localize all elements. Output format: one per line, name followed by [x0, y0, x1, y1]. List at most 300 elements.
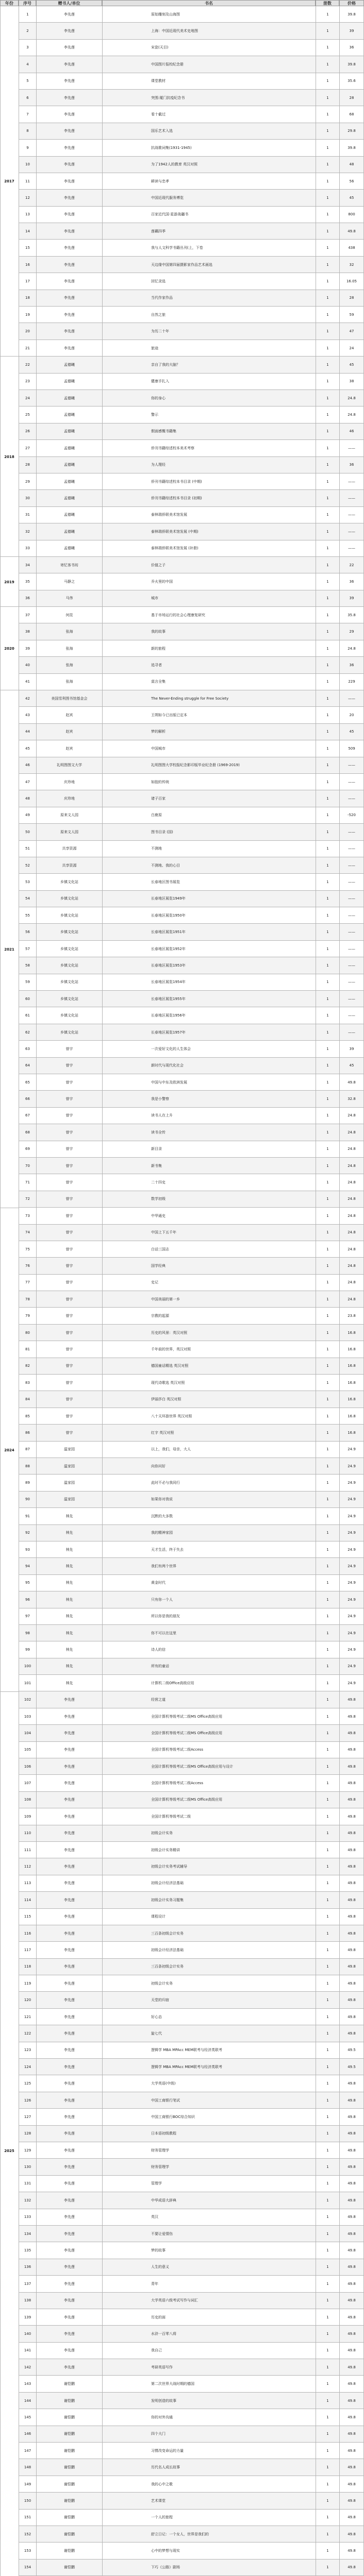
- cell-seq[interactable]: 80: [19, 1325, 36, 1341]
- cell-seq[interactable]: 69: [19, 1141, 36, 1158]
- cell-title[interactable]: 长春地区展览1957年: [102, 1024, 316, 1041]
- table-row[interactable]: [0, 573, 364, 590]
- cell-giver[interactable]: 庆珍地: [36, 790, 102, 807]
- cell-count[interactable]: 1: [316, 891, 339, 907]
- cell-giver[interactable]: 曾宇: [36, 1058, 102, 1074]
- cell-seq[interactable]: 90: [19, 1492, 36, 1508]
- table-row[interactable]: [0, 2209, 364, 2226]
- cell-count[interactable]: 1: [316, 640, 339, 657]
- cell-title[interactable]: 你的身心: [102, 390, 316, 406]
- cell-title[interactable]: 全国计算机等级考试二级MS Office高级应用: [102, 1725, 316, 1741]
- cell-count[interactable]: 1: [316, 807, 339, 824]
- cell-seq[interactable]: 21: [19, 340, 36, 357]
- table-row[interactable]: [0, 841, 364, 857]
- cell-count[interactable]: 1: [316, 573, 339, 590]
- cell-count[interactable]: 1: [316, 2543, 339, 2559]
- cell-seq[interactable]: 142: [19, 2359, 36, 2376]
- cell-title[interactable]: 宗教的起源: [102, 1308, 316, 1324]
- cell-price[interactable]: ——: [339, 757, 364, 774]
- cell-price[interactable]: 49.8: [339, 1875, 364, 1892]
- cell-seq[interactable]: 31: [19, 507, 36, 523]
- cell-giver[interactable]: 李先莲: [36, 2242, 102, 2259]
- cell-giver[interactable]: 张海: [36, 640, 102, 657]
- cell-giver[interactable]: 李先莲: [36, 1725, 102, 1741]
- cell-giver[interactable]: 李先莲: [36, 40, 102, 56]
- cell-title[interactable]: 只有你一个人: [102, 1591, 316, 1608]
- cell-title[interactable]: 抗战歌词集(1931-1945): [102, 140, 316, 156]
- cell-price[interactable]: 16.8: [339, 1408, 364, 1425]
- cell-count[interactable]: 1: [316, 106, 339, 123]
- table-row[interactable]: [0, 23, 364, 39]
- cell-title[interactable]: 王朔如今已出版已定本: [102, 707, 316, 723]
- cell-price[interactable]: 36: [339, 573, 364, 590]
- cell-seq[interactable]: 57: [19, 941, 36, 957]
- cell-giver[interactable]: 林先: [36, 1675, 102, 1691]
- cell-seq[interactable]: 22: [19, 357, 36, 373]
- cell-title[interactable]: 考研英语写作: [102, 2359, 316, 2376]
- cell-price[interactable]: 24.8: [339, 1174, 364, 1191]
- cell-seq[interactable]: 75: [19, 1241, 36, 1258]
- cell-count[interactable]: 1: [316, 1225, 339, 1241]
- table-row[interactable]: [0, 2309, 364, 2326]
- cell-title[interactable]: 当代作家作品: [102, 290, 316, 307]
- table-row[interactable]: [0, 190, 364, 206]
- cell-count[interactable]: 1: [316, 190, 339, 206]
- table-row[interactable]: [0, 1525, 364, 1541]
- cell-giver[interactable]: 乡镇文化站: [36, 874, 102, 890]
- cell-price[interactable]: 49.8: [339, 2359, 364, 2376]
- cell-title[interactable]: 所以你是我的朋友: [102, 1608, 316, 1625]
- cell-seq[interactable]: 53: [19, 874, 36, 890]
- cell-price[interactable]: 68: [339, 106, 364, 123]
- table-row[interactable]: [0, 674, 364, 690]
- cell-count[interactable]: 1: [316, 1842, 339, 1858]
- cell-giver[interactable]: 曾宇: [36, 1091, 102, 1107]
- cell-seq[interactable]: 108: [19, 1792, 36, 1808]
- table-row[interactable]: [0, 2426, 364, 2443]
- cell-count[interactable]: 1: [316, 1875, 339, 1892]
- table-row[interactable]: [0, 907, 364, 924]
- cell-price[interactable]: 49.8: [339, 1742, 364, 1758]
- cell-count[interactable]: 1: [316, 2326, 339, 2342]
- table-row[interactable]: [0, 140, 364, 156]
- cell-price[interactable]: ——: [339, 1024, 364, 1041]
- cell-giver[interactable]: 乡镇文化站: [36, 941, 102, 957]
- cell-seq[interactable]: 107: [19, 1775, 36, 1791]
- cell-price[interactable]: 49.8: [339, 1691, 364, 1708]
- cell-seq[interactable]: 97: [19, 1608, 36, 1625]
- table-row[interactable]: [0, 2025, 364, 2042]
- cell-count[interactable]: 1: [316, 140, 339, 156]
- cell-seq[interactable]: 56: [19, 924, 36, 940]
- cell-giver[interactable]: 李先莲: [36, 1742, 102, 1758]
- cell-count[interactable]: 1: [316, 690, 339, 707]
- cell-title[interactable]: 我是小警察: [102, 1091, 316, 1107]
- table-row[interactable]: [0, 874, 364, 890]
- cell-giver[interactable]: 李先莲: [36, 56, 102, 73]
- cell-giver[interactable]: 李先莲: [36, 1892, 102, 1908]
- table-row[interactable]: [0, 607, 364, 623]
- cell-title[interactable]: 中华通史: [102, 1208, 316, 1224]
- cell-title[interactable]: 新时代与现代化社会: [102, 1058, 316, 1074]
- cell-giver[interactable]: 张海: [36, 657, 102, 673]
- table-row[interactable]: [0, 357, 364, 373]
- cell-count[interactable]: 1: [316, 1124, 339, 1141]
- table-row[interactable]: [0, 2443, 364, 2459]
- cell-price[interactable]: 49.8: [339, 2192, 364, 2209]
- cell-title[interactable]: 历史的风景：英汉对照: [102, 1325, 316, 1341]
- cell-seq[interactable]: 135: [19, 2242, 36, 2259]
- table-row[interactable]: [0, 1225, 364, 1241]
- cell-giver[interactable]: 孟德曦: [36, 523, 102, 540]
- cell-title[interactable]: 礼明图图大学校报纪念影印版毕业纪念册 (1969-2019): [102, 757, 316, 774]
- table-row[interactable]: [0, 73, 364, 90]
- table-row[interactable]: [0, 1141, 364, 1158]
- cell-seq[interactable]: 52: [19, 857, 36, 874]
- cell-title[interactable]: 自然之旅: [102, 307, 316, 323]
- cell-title[interactable]: 一个人的旅程: [102, 2510, 316, 2526]
- table-row[interactable]: [0, 1191, 364, 1208]
- table-row[interactable]: [0, 1358, 364, 1375]
- cell-title[interactable]: 中国城市: [102, 740, 316, 757]
- cell-giver[interactable]: 谢恺鹏: [36, 2476, 102, 2493]
- table-row[interactable]: [0, 157, 364, 173]
- cell-title[interactable]: 中华成语大辞典: [102, 2192, 316, 2209]
- cell-giver[interactable]: 乡镇文化站: [36, 991, 102, 1007]
- table-row[interactable]: [0, 991, 364, 1007]
- cell-giver[interactable]: 李先莲: [36, 290, 102, 307]
- table-row[interactable]: [0, 374, 364, 390]
- cell-price[interactable]: ——: [339, 957, 364, 974]
- cell-title[interactable]: 二十四史: [102, 1174, 316, 1191]
- cell-giver[interactable]: 林先: [36, 1525, 102, 1541]
- cell-seq[interactable]: 145: [19, 2409, 36, 2426]
- cell-count[interactable]: 1: [316, 724, 339, 740]
- cell-price[interactable]: 39.8: [339, 140, 364, 156]
- cell-giver[interactable]: 曾宇: [36, 1291, 102, 1308]
- cell-seq[interactable]: 27: [19, 440, 36, 456]
- cell-giver[interactable]: 李先莲: [36, 173, 102, 190]
- cell-title[interactable]: 长春地区展览1952年: [102, 941, 316, 957]
- cell-giver[interactable]: 孟德曦: [36, 423, 102, 440]
- cell-count[interactable]: 1: [316, 2476, 339, 2493]
- cell-count[interactable]: 1: [316, 1942, 339, 1958]
- cell-count[interactable]: 1: [316, 1975, 339, 1992]
- cell-seq[interactable]: 76: [19, 1258, 36, 1274]
- cell-price[interactable]: 49.8: [339, 2109, 364, 2125]
- table-row[interactable]: [0, 2326, 364, 2342]
- table-row[interactable]: [0, 2159, 364, 2175]
- cell-giver[interactable]: 孟德曦: [36, 440, 102, 456]
- table-row[interactable]: [0, 90, 364, 106]
- cell-count[interactable]: 1: [316, 623, 339, 640]
- cell-giver[interactable]: 赵宾: [36, 740, 102, 757]
- cell-seq[interactable]: 49: [19, 807, 36, 824]
- cell-title[interactable]: 原始雕刻及山海图: [102, 6, 316, 23]
- cell-giver[interactable]: 林先: [36, 1658, 102, 1675]
- cell-seq[interactable]: 19: [19, 307, 36, 323]
- cell-price[interactable]: 24.8: [339, 1141, 364, 1158]
- cell-seq[interactable]: 143: [19, 2376, 36, 2392]
- cell-giver[interactable]: 李先莲: [36, 2359, 102, 2376]
- cell-giver[interactable]: 李先莲: [36, 207, 102, 223]
- table-row[interactable]: [0, 2376, 364, 2392]
- cell-seq[interactable]: 20: [19, 323, 36, 340]
- cell-title[interactable]: 舒立日记：一个女人，世界是我们的: [102, 2526, 316, 2543]
- cell-title[interactable]: 逻辑学 MBA MPAcc MEM联考与经济类联考: [102, 2042, 316, 2059]
- cell-giver[interactable]: 李先莲: [36, 323, 102, 340]
- cell-title[interactable]: 为了1942人的教育 英汉对照: [102, 157, 316, 173]
- cell-title[interactable]: 亲自了我的大脑？: [102, 357, 316, 373]
- cell-price[interactable]: 24.8: [339, 1225, 364, 1241]
- cell-price[interactable]: 16.8: [339, 1341, 364, 1358]
- cell-price[interactable]: 45: [339, 724, 364, 740]
- cell-seq[interactable]: 89: [19, 1475, 36, 1491]
- table-row[interactable]: [0, 1825, 364, 1842]
- cell-seq[interactable]: 136: [19, 2259, 36, 2276]
- cell-count[interactable]: 1: [316, 1608, 339, 1625]
- cell-giver[interactable]: 李先莲: [36, 90, 102, 106]
- table-row[interactable]: [0, 1291, 364, 1308]
- table-row[interactable]: [0, 807, 364, 824]
- cell-title[interactable]: 追寻者: [102, 657, 316, 673]
- cell-price[interactable]: 49.8: [339, 1825, 364, 1842]
- cell-giver[interactable]: 谢恺鹏: [36, 2493, 102, 2509]
- cell-seq[interactable]: 113: [19, 1875, 36, 1892]
- cell-giver[interactable]: 谢恺鹏: [36, 2426, 102, 2443]
- cell-count[interactable]: 1: [316, 473, 339, 490]
- cell-title[interactable]: 白话三国志: [102, 1241, 316, 1258]
- cell-title[interactable]: 我自己: [102, 2343, 316, 2359]
- cell-count[interactable]: 1: [316, 23, 339, 39]
- cell-title[interactable]: 泰林瑞侨联美术馆发展 (中期): [102, 523, 316, 540]
- cell-seq[interactable]: 7: [19, 106, 36, 123]
- cell-price[interactable]: ——: [339, 991, 364, 1007]
- cell-count[interactable]: 1: [316, 56, 339, 73]
- cell-title[interactable]: 你不可以在这里: [102, 1625, 316, 1641]
- cell-price[interactable]: 49.8: [339, 1074, 364, 1091]
- cell-title[interactable]: 假面感慨书籍集: [102, 423, 316, 440]
- cell-giver[interactable]: 李先莲: [36, 257, 102, 273]
- cell-count[interactable]: 1: [316, 223, 339, 240]
- cell-seq[interactable]: 153: [19, 2543, 36, 2559]
- cell-count[interactable]: 1: [316, 2259, 339, 2276]
- cell-price[interactable]: 35.8: [339, 607, 364, 623]
- table-row[interactable]: [0, 1975, 364, 1992]
- cell-count[interactable]: 1: [316, 1625, 339, 1641]
- cell-price[interactable]: -520: [339, 807, 364, 824]
- table-row[interactable]: [0, 1492, 364, 1508]
- cell-price[interactable]: 49.8: [339, 2126, 364, 2142]
- cell-title[interactable]: 侨刊书籍综述校本书目录 (初期): [102, 490, 316, 506]
- cell-count[interactable]: 1: [316, 1108, 339, 1124]
- cell-title[interactable]: 不测地: [102, 841, 316, 857]
- cell-seq[interactable]: 118: [19, 1959, 36, 1975]
- cell-title[interactable]: 此时不必与我同行: [102, 1475, 316, 1491]
- cell-giver[interactable]: 曾宇: [36, 1258, 102, 1274]
- cell-giver[interactable]: 李先莲: [36, 1875, 102, 1892]
- cell-title[interactable]: 初级会计实务习题集: [102, 1892, 316, 1908]
- cell-price[interactable]: ——: [339, 523, 364, 540]
- cell-title[interactable]: 我与人文科学书籍丛刊(上，下卷: [102, 240, 316, 256]
- cell-seq[interactable]: 140: [19, 2326, 36, 2342]
- cell-seq[interactable]: 103: [19, 1708, 36, 1725]
- cell-seq[interactable]: 117: [19, 1942, 36, 1958]
- cell-giver[interactable]: 李先莲: [36, 6, 102, 23]
- cell-seq[interactable]: 45: [19, 740, 36, 757]
- table-row[interactable]: [0, 390, 364, 406]
- cell-price[interactable]: 36: [339, 457, 364, 473]
- cell-title[interactable]: 天边缘中国第四届摄影家作品艺术画选: [102, 257, 316, 273]
- cell-price[interactable]: 49.8: [339, 223, 364, 240]
- cell-seq[interactable]: 4: [19, 56, 36, 73]
- cell-title[interactable]: 逻辑学 MBA MPAcc MEM联考与经济类联考: [102, 2059, 316, 2075]
- cell-title[interactable]: 长春地区展览1955年: [102, 991, 316, 1007]
- cell-count[interactable]: 1: [316, 2109, 339, 2125]
- cell-seq[interactable]: 98: [19, 1625, 36, 1641]
- cell-price[interactable]: 59: [339, 307, 364, 323]
- cell-title[interactable]: 不测地、我的心目: [102, 857, 316, 874]
- cell-price[interactable]: 24.9: [339, 1475, 364, 1491]
- cell-price[interactable]: 39.8: [339, 56, 364, 73]
- cell-price[interactable]: 49.8: [339, 1942, 364, 1958]
- table-row[interactable]: [0, 1074, 364, 1091]
- cell-giver[interactable]: 李先莲: [36, 2326, 102, 2342]
- cell-price[interactable]: 36: [339, 657, 364, 673]
- cell-count[interactable]: 1: [316, 941, 339, 957]
- cell-count[interactable]: 1: [316, 2309, 339, 2326]
- cell-count[interactable]: 1: [316, 790, 339, 807]
- cell-seq[interactable]: 128: [19, 2126, 36, 2142]
- table-row[interactable]: [0, 1558, 364, 1574]
- cell-price[interactable]: 28: [339, 290, 364, 307]
- cell-title[interactable]: 向你问好: [102, 1458, 316, 1475]
- cell-title[interactable]: 沉默的大多数: [102, 1508, 316, 1524]
- cell-title[interactable]: 图书目录 (国): [102, 824, 316, 840]
- cell-title[interactable]: 长春地区图书展览: [102, 874, 316, 890]
- cell-count[interactable]: 1: [316, 2075, 339, 2092]
- table-row[interactable]: [0, 924, 364, 940]
- cell-count[interactable]: 1: [316, 2176, 339, 2192]
- cell-title[interactable]: 泰林瑞侨联美术馆发展 (补册): [102, 540, 316, 557]
- cell-price[interactable]: 39: [339, 1041, 364, 1057]
- cell-giver[interactable]: 谢恺鹏: [36, 2443, 102, 2459]
- cell-count[interactable]: 1: [316, 2510, 339, 2526]
- cell-count[interactable]: 1: [316, 907, 339, 924]
- cell-price[interactable]: 49.8: [339, 2493, 364, 2509]
- cell-seq[interactable]: 154: [19, 2560, 36, 2576]
- cell-title[interactable]: 读书人在上升: [102, 1108, 316, 1124]
- table-row[interactable]: [0, 640, 364, 657]
- cell-seq[interactable]: 8: [19, 123, 36, 140]
- cell-seq[interactable]: 59: [19, 974, 36, 991]
- cell-seq[interactable]: 16: [19, 257, 36, 273]
- table-row[interactable]: [0, 623, 364, 640]
- table-row[interactable]: [0, 2526, 364, 2543]
- cell-giver[interactable]: 李先莲: [36, 1942, 102, 1958]
- cell-seq[interactable]: 33: [19, 540, 36, 557]
- table-row[interactable]: [0, 891, 364, 907]
- cell-seq[interactable]: 120: [19, 1992, 36, 2008]
- cell-count[interactable]: 1: [316, 507, 339, 523]
- cell-giver[interactable]: 张海: [36, 623, 102, 640]
- cell-title[interactable]: 国乐艺术入选: [102, 123, 316, 140]
- table-row[interactable]: [0, 1625, 364, 1641]
- cell-price[interactable]: 22: [339, 557, 364, 573]
- table-row[interactable]: [0, 1842, 364, 1858]
- cell-price[interactable]: 49.8: [339, 1959, 364, 1975]
- cell-price[interactable]: 24.8: [339, 1124, 364, 1141]
- cell-count[interactable]: 1: [316, 2443, 339, 2459]
- cell-title[interactable]: 中国与中东及欧洲发展: [102, 1074, 316, 1091]
- cell-title[interactable]: 财务管理学: [102, 2142, 316, 2159]
- cell-count[interactable]: 1: [316, 757, 339, 774]
- table-row[interactable]: [0, 2226, 364, 2242]
- table-row[interactable]: [0, 56, 364, 73]
- cell-count[interactable]: 1: [316, 1959, 339, 1975]
- cell-price[interactable]: 49.8: [339, 1708, 364, 1725]
- table-row[interactable]: [0, 507, 364, 523]
- cell-giver[interactable]: 曾宇: [36, 1375, 102, 1391]
- cell-seq[interactable]: 125: [19, 2075, 36, 2092]
- cell-giver[interactable]: 孟德曦: [36, 374, 102, 390]
- cell-count[interactable]: 1: [316, 740, 339, 757]
- cell-seq[interactable]: 24: [19, 390, 36, 406]
- cell-count[interactable]: 1: [316, 824, 339, 840]
- cell-giver[interactable]: 李先莲: [36, 1691, 102, 1708]
- cell-title[interactable]: 下巧《公路》剧场: [102, 2560, 316, 2576]
- cell-title[interactable]: 第二次世界大战时期的德国: [102, 2376, 316, 2392]
- cell-price[interactable]: 24.8: [339, 640, 364, 657]
- cell-seq[interactable]: 100: [19, 1658, 36, 1675]
- cell-giver[interactable]: 曾宇: [36, 1041, 102, 1057]
- cell-seq[interactable]: 137: [19, 2276, 36, 2292]
- cell-price[interactable]: 24.9: [339, 1525, 364, 1541]
- cell-seq[interactable]: 119: [19, 1975, 36, 1992]
- table-row[interactable]: [0, 1575, 364, 1591]
- cell-count[interactable]: 1: [316, 2343, 339, 2359]
- cell-seq[interactable]: 127: [19, 2109, 36, 2125]
- cell-seq[interactable]: 15: [19, 240, 36, 256]
- table-row[interactable]: [0, 1775, 364, 1791]
- cell-count[interactable]: 1: [316, 423, 339, 440]
- cell-title[interactable]: 青年: [102, 2276, 316, 2292]
- cell-giver[interactable]: 林先: [36, 1558, 102, 1574]
- cell-count[interactable]: 1: [316, 1208, 339, 1224]
- cell-giver[interactable]: 孟德曦: [36, 473, 102, 490]
- table-row[interactable]: [0, 2092, 364, 2109]
- cell-count[interactable]: 1: [316, 1792, 339, 1808]
- cell-seq[interactable]: 131: [19, 2176, 36, 2192]
- cell-count[interactable]: 1: [316, 257, 339, 273]
- cell-count[interactable]: 1: [316, 1992, 339, 2008]
- cell-count[interactable]: 1: [316, 774, 339, 790]
- cell-title[interactable]: 中国图片报校纪念册: [102, 56, 316, 73]
- cell-seq[interactable]: 60: [19, 991, 36, 1007]
- cell-price[interactable]: ——: [339, 440, 364, 456]
- cell-giver[interactable]: 孟德曦: [36, 540, 102, 557]
- cell-giver[interactable]: 李先莲: [36, 2059, 102, 2075]
- cell-giver[interactable]: 李先莲: [36, 2075, 102, 2092]
- table-row[interactable]: [0, 323, 364, 340]
- cell-price[interactable]: 49.8: [339, 2443, 364, 2459]
- table-row[interactable]: [0, 2242, 364, 2259]
- cell-title[interactable]: 突围:厦门抗疫纪念书: [102, 90, 316, 106]
- cell-count[interactable]: 1: [316, 1341, 339, 1358]
- cell-price[interactable]: 24.9: [339, 1591, 364, 1608]
- table-row[interactable]: [0, 440, 364, 456]
- cell-title[interactable]: 中国上下五千年: [102, 1225, 316, 1241]
